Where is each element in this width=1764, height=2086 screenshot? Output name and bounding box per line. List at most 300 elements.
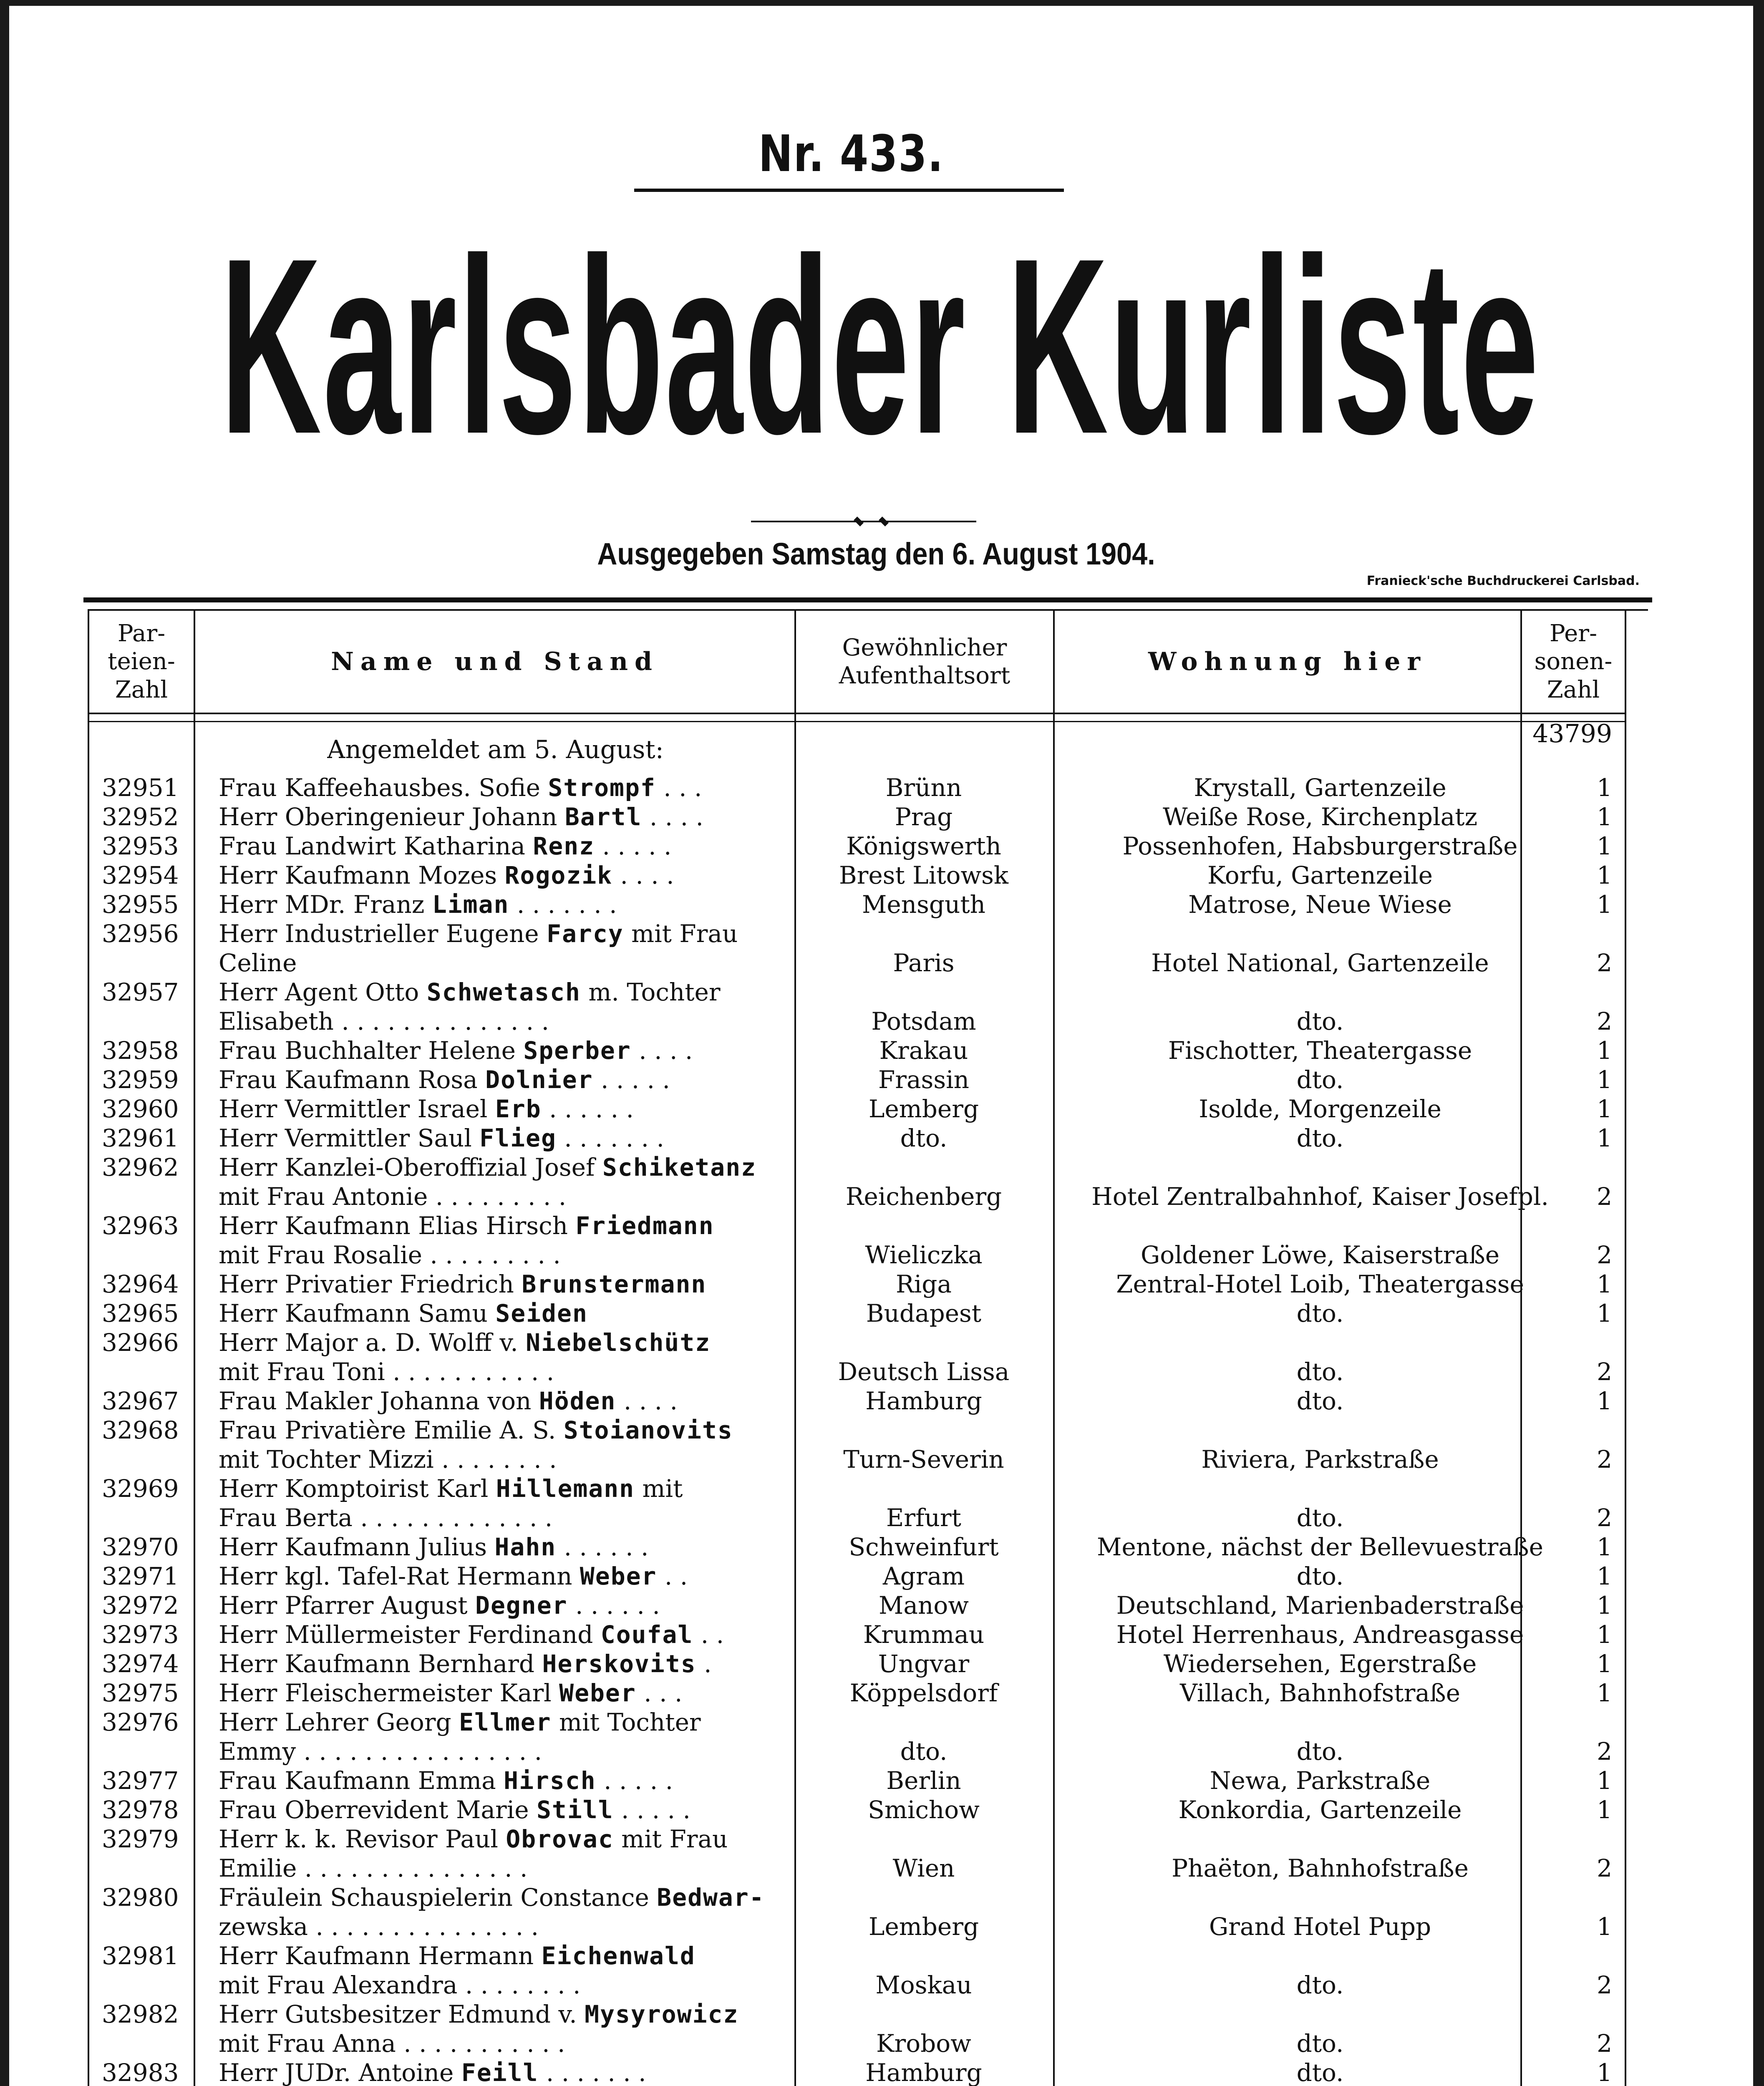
table-row bbox=[89, 1883, 1625, 1942]
lodging-address: Isolde, Morgenzeile bbox=[1199, 1095, 1441, 1123]
guest-name-continued: mit Frau Antonie . . . . . . . . . bbox=[219, 1182, 567, 1211]
guest-surname: Renz bbox=[533, 832, 595, 860]
lodging-address: dto. bbox=[1296, 1007, 1344, 1035]
person-count: 1 bbox=[1597, 1095, 1612, 1123]
usual-residence: Hamburg bbox=[865, 1387, 982, 1415]
usual-residence: Mensguth bbox=[862, 890, 985, 919]
ornament-diamond bbox=[854, 516, 864, 527]
guest-name bbox=[219, 1212, 861, 1240]
table-row bbox=[89, 1270, 1625, 1299]
party-number: 32977 bbox=[102, 1766, 179, 1795]
guest-name-continued: mit Tochter Mizzi . . . . . . . . bbox=[219, 1445, 557, 1474]
table-row bbox=[89, 2000, 1625, 2058]
usual-residence: dto. bbox=[900, 1737, 948, 1766]
person-count: 1 bbox=[1597, 832, 1612, 860]
guest-name-tail: . . . . bbox=[616, 1387, 678, 1415]
table-row bbox=[89, 1036, 1625, 1066]
guest-name-prefix: Frau Oberrevident Marie bbox=[219, 1796, 529, 1824]
guest-name-prefix: Herr Kaufmann Mozes bbox=[219, 861, 497, 889]
lodging-address: dto. bbox=[1296, 1387, 1344, 1415]
guest-surname: Farcy bbox=[547, 920, 624, 948]
guest-surname: Rogozik bbox=[504, 861, 613, 889]
usual-residence: Budapest bbox=[866, 1299, 982, 1328]
usual-residence: Turn-Severin bbox=[843, 1445, 1004, 1474]
lodging-address: dto. bbox=[1296, 2058, 1344, 2086]
guest-name-tail: . . . . . . bbox=[567, 1591, 660, 1620]
scan-edge-top bbox=[0, 0, 1764, 6]
guest-name bbox=[219, 1270, 861, 1298]
scan-edge-right bbox=[1753, 0, 1764, 2086]
table-row bbox=[89, 1212, 1625, 1270]
guest-surname: Schwetasch bbox=[426, 978, 581, 1006]
guest-name bbox=[219, 1650, 861, 1678]
guest-name-prefix: Herr Industrieller Eugene bbox=[219, 920, 539, 948]
person-count: 1 bbox=[1597, 1796, 1612, 1824]
guest-name-continued: mit Frau Toni . . . . . . . . . . . bbox=[219, 1358, 554, 1386]
person-count: 1 bbox=[1597, 1766, 1612, 1795]
party-number: 32956 bbox=[102, 920, 179, 948]
person-count: 1 bbox=[1597, 1387, 1612, 1415]
guest-surname: Friedmann bbox=[575, 1212, 714, 1240]
party-number: 32960 bbox=[102, 1095, 179, 1123]
guest-name bbox=[219, 1474, 861, 1503]
lodging-address: Goldener Löwe, Kaiserstraße bbox=[1140, 1241, 1500, 1269]
guest-name bbox=[219, 1562, 861, 1590]
guest-name-prefix: Herr kgl. Tafel-Rat Hermann bbox=[219, 1562, 572, 1590]
guest-name-prefix: Herr Oberingenieur Johann bbox=[219, 803, 557, 831]
person-count: 1 bbox=[1597, 1650, 1612, 1678]
usual-residence: Schweinfurt bbox=[849, 1533, 999, 1561]
guest-surname: Flieg bbox=[479, 1124, 557, 1152]
person-count: 2 bbox=[1597, 1007, 1612, 1035]
person-count: 1 bbox=[1597, 861, 1612, 889]
usual-residence: Krobow bbox=[876, 2029, 971, 2058]
party-number: 32965 bbox=[102, 1299, 179, 1328]
person-count: 1 bbox=[1597, 1533, 1612, 1561]
table-row bbox=[89, 1328, 1625, 1387]
lodging-address: dto. bbox=[1296, 1971, 1344, 1999]
issue-underline bbox=[634, 189, 1064, 192]
guest-name-tail: . . . . . . bbox=[556, 1533, 649, 1561]
table-row bbox=[89, 1650, 1625, 1679]
person-count: 2 bbox=[1597, 1241, 1612, 1269]
person-count: 1 bbox=[1597, 890, 1612, 919]
guest-name bbox=[219, 1796, 861, 1824]
lodging-address: Riviera, Parkstraße bbox=[1201, 1445, 1439, 1474]
person-count: 1 bbox=[1597, 1679, 1612, 1707]
party-number: 32959 bbox=[102, 1066, 179, 1094]
opening-total: 43799 bbox=[1532, 719, 1612, 748]
guest-name-prefix: Herr Kaufmann Samu bbox=[219, 1299, 488, 1328]
guest-name-tail: . . . . . . . bbox=[556, 1124, 664, 1152]
usual-residence: Köppelsdorf bbox=[849, 1679, 998, 1707]
guest-name bbox=[219, 1883, 861, 1912]
party-number: 32972 bbox=[102, 1591, 179, 1620]
guest-name-prefix: Herr Müllermeister Ferdinand bbox=[219, 1620, 593, 1649]
guest-name-tail: m. Tochter bbox=[580, 978, 721, 1006]
guest-name-prefix: Frau Makler Johanna von bbox=[219, 1387, 532, 1415]
entries-list bbox=[89, 719, 1625, 2086]
guest-name bbox=[219, 803, 861, 831]
person-count: 2 bbox=[1597, 949, 1612, 977]
lodging-address: Villach, Bahnhofstraße bbox=[1180, 1679, 1460, 1707]
guest-surname: Eichenwald bbox=[541, 1942, 696, 1970]
guest-name-continued: Frau Berta . . . . . . . . . . . . . bbox=[219, 1504, 553, 1532]
guest-name-continued: zewska . . . . . . . . . . . . . . . bbox=[219, 1912, 539, 1941]
guest-name-tail: . . . . . . . bbox=[509, 890, 617, 919]
guest-name-continued: Elisabeth . . . . . . . . . . . . . . bbox=[219, 1007, 549, 1035]
usual-residence: Königswerth bbox=[846, 832, 1001, 860]
guest-name-tail: . . . . . bbox=[593, 1066, 670, 1094]
usual-residence: dto. bbox=[900, 1124, 948, 1152]
guest-name bbox=[219, 1036, 861, 1065]
usual-residence: Manow bbox=[879, 1591, 969, 1620]
scan-edge-left bbox=[0, 0, 9, 2086]
usual-residence: Krakau bbox=[879, 1036, 968, 1065]
party-number: 32952 bbox=[102, 803, 179, 831]
ornament-line bbox=[751, 521, 976, 522]
guest-surname: Obrovac bbox=[506, 1825, 614, 1853]
lodging-address: dto. bbox=[1296, 2029, 1344, 2058]
party-number: 32974 bbox=[102, 1650, 179, 1678]
table-row bbox=[89, 1708, 1625, 1766]
table-row bbox=[89, 1796, 1625, 1825]
table-top-rule bbox=[83, 597, 1652, 602]
table-row bbox=[89, 1095, 1625, 1124]
party-number: 32967 bbox=[102, 1387, 179, 1415]
guest-name-tail: mit bbox=[635, 1474, 683, 1503]
guest-surname: Coufal bbox=[600, 1620, 693, 1649]
guest-name-prefix: Herr Kaufmann Hermann bbox=[219, 1942, 534, 1970]
guest-name-prefix: Herr Vermittler Saul bbox=[219, 1124, 472, 1152]
lodging-address: dto. bbox=[1296, 1299, 1344, 1328]
guest-name-prefix: Frau Kaufmann Rosa bbox=[219, 1066, 478, 1094]
usual-residence: Reichenberg bbox=[845, 1182, 1002, 1211]
guest-surname: Strompf bbox=[548, 773, 656, 802]
guest-name-tail: . . . . . . bbox=[541, 1095, 634, 1123]
table-row bbox=[89, 1124, 1625, 1153]
guest-name-prefix: Herr Kaufmann Elias Hirsch bbox=[219, 1212, 568, 1240]
lodging-address: Phaëton, Bahnhofstraße bbox=[1172, 1854, 1469, 1882]
party-number: 32966 bbox=[102, 1328, 179, 1357]
guest-name-prefix: Herr Komptoirist Karl bbox=[219, 1474, 489, 1503]
guest-name-tail: mit Tochter bbox=[551, 1708, 701, 1736]
lodging-address: dto. bbox=[1296, 1504, 1344, 1532]
person-count: 2 bbox=[1597, 1358, 1612, 1386]
party-number: 32968 bbox=[102, 1416, 179, 1444]
guest-name bbox=[219, 1942, 861, 1970]
usual-residence: Berlin bbox=[886, 1766, 961, 1795]
guest-name-prefix: Herr Fleischermeister Karl bbox=[219, 1679, 552, 1707]
party-number: 32957 bbox=[102, 978, 179, 1006]
guest-name-prefix: Herr Lehrer Georg bbox=[219, 1708, 451, 1736]
usual-residence: Agram bbox=[882, 1562, 965, 1590]
guest-surname: Niebelschütz bbox=[526, 1328, 711, 1357]
person-count: 1 bbox=[1597, 1562, 1612, 1590]
guest-name-continued: mit Frau Anna . . . . . . . . . . . bbox=[219, 2029, 565, 2058]
guest-name-prefix: Herr JUDr. Antoine bbox=[219, 2058, 454, 2086]
person-count: 1 bbox=[1597, 1620, 1612, 1649]
party-number: 32979 bbox=[102, 1825, 179, 1853]
header-rule bbox=[89, 713, 1625, 714]
party-number: 32973 bbox=[102, 1620, 179, 1649]
guest-name bbox=[219, 832, 861, 860]
dateline: Ausgegeben Samstag den 6. August 1904. bbox=[597, 537, 1155, 571]
person-count: 1 bbox=[1597, 1299, 1612, 1328]
guest-surname: Hahn bbox=[494, 1533, 557, 1561]
party-number: 32982 bbox=[102, 2000, 179, 2028]
table-row bbox=[89, 803, 1625, 832]
lodging-address: Krystall, Gartenzeile bbox=[1194, 773, 1446, 802]
usual-residence: Wieliczka bbox=[865, 1241, 983, 1269]
table-row bbox=[89, 1387, 1625, 1416]
guest-name bbox=[219, 773, 861, 802]
guest-name bbox=[219, 1708, 861, 1736]
lodging-address: dto. bbox=[1296, 1066, 1344, 1094]
issue-number: Nr. 433. bbox=[758, 125, 944, 183]
guest-name-prefix: Herr Vermittler Israel bbox=[219, 1095, 488, 1123]
party-number: 32978 bbox=[102, 1796, 179, 1824]
guest-surname: Erb bbox=[495, 1095, 542, 1123]
party-number: 32970 bbox=[102, 1533, 179, 1561]
table-row bbox=[89, 861, 1625, 890]
guest-surname: Bedwar- bbox=[657, 1883, 765, 1912]
usual-residence: Brest Litowsk bbox=[839, 861, 1009, 889]
usual-residence: Smichow bbox=[868, 1796, 980, 1824]
guest-surname: Degner bbox=[475, 1591, 568, 1620]
lodging-address: dto. bbox=[1296, 1562, 1344, 1590]
guest-surname: Weber bbox=[559, 1679, 636, 1707]
table-row bbox=[89, 2058, 1625, 2086]
party-number: 32976 bbox=[102, 1708, 179, 1736]
guest-surname: Herskovits bbox=[542, 1650, 696, 1678]
party-number: 32958 bbox=[102, 1036, 179, 1065]
lodging-address: dto. bbox=[1296, 1124, 1344, 1152]
guest-surname: Mysyrowicz bbox=[585, 2000, 739, 2028]
guest-name bbox=[219, 1533, 861, 1561]
guest-name bbox=[219, 1825, 861, 1853]
guest-name bbox=[219, 2000, 861, 2028]
lodging-address: dto. bbox=[1296, 1358, 1344, 1386]
table-row bbox=[89, 1679, 1625, 1708]
party-number: 32951 bbox=[102, 773, 179, 802]
usual-residence: Wien bbox=[892, 1854, 955, 1882]
table-row bbox=[89, 1591, 1625, 1620]
person-count: 1 bbox=[1597, 1066, 1612, 1094]
table-row bbox=[89, 1942, 1625, 2000]
guest-name-prefix: Herr Privatier Friedrich bbox=[219, 1270, 514, 1298]
person-count: 2 bbox=[1597, 2029, 1612, 2058]
lodging-address: Fischotter, Theatergasse bbox=[1168, 1036, 1472, 1065]
header-party-count: Par- teien- Zahl bbox=[108, 620, 175, 703]
table-row bbox=[89, 1620, 1625, 1650]
masthead bbox=[83, 217, 1677, 476]
guest-name bbox=[219, 1679, 861, 1707]
guest-name bbox=[219, 1066, 861, 1094]
party-number: 32955 bbox=[102, 890, 179, 919]
guest-name-tail: . . . . . bbox=[595, 832, 672, 860]
guest-name bbox=[219, 978, 861, 1006]
ornament-diamond bbox=[879, 516, 889, 527]
guest-name-tail: . . . . . bbox=[596, 1766, 673, 1795]
usual-residence: Riga bbox=[896, 1270, 952, 1298]
party-number: 32962 bbox=[102, 1153, 179, 1182]
guest-name bbox=[219, 1299, 861, 1328]
guest-surname: Still bbox=[537, 1796, 614, 1824]
party-number: 32964 bbox=[102, 1270, 179, 1298]
lodging-address: Matrose, Neue Wiese bbox=[1188, 890, 1452, 919]
registration-date: Angemeldet am 5. August: bbox=[327, 735, 664, 764]
party-number: 32975 bbox=[102, 1679, 179, 1707]
lodging-address: Wiedersehen, Egerstraße bbox=[1163, 1650, 1477, 1678]
guest-name-prefix: Herr k. k. Revisor Paul bbox=[219, 1825, 498, 1853]
guest-name-tail: . . bbox=[657, 1562, 688, 1590]
person-count: 1 bbox=[1597, 1912, 1612, 1941]
lodging-address: Mentone, nächst der Bellevuestraße bbox=[1097, 1533, 1543, 1561]
table-row bbox=[89, 1416, 1625, 1474]
header-usual-residence: Gewöhnlicher Aufenthaltsort bbox=[839, 634, 1011, 689]
guest-name-tail: . . . . bbox=[642, 803, 703, 831]
printer-imprint: Franieck'sche Buchdruckerei Carlsbad. bbox=[1366, 574, 1640, 588]
table-row bbox=[89, 1474, 1625, 1533]
guest-name bbox=[219, 920, 861, 948]
guest-name-continued: Celine bbox=[219, 949, 297, 977]
guest-name-prefix: Fräulein Schauspielerin Constance bbox=[219, 1883, 649, 1912]
party-number: 32971 bbox=[102, 1562, 179, 1590]
guest-surname: Hillemann bbox=[496, 1474, 635, 1503]
person-count: 2 bbox=[1597, 1504, 1612, 1532]
table-row bbox=[89, 1766, 1625, 1796]
lodging-address: Konkordia, Gartenzeile bbox=[1178, 1796, 1462, 1824]
guest-name bbox=[219, 1095, 861, 1123]
guest-surname: Feill bbox=[461, 2058, 539, 2086]
guest-name bbox=[219, 1153, 861, 1182]
guest-surname: Sperber bbox=[523, 1036, 631, 1065]
party-number: 32963 bbox=[102, 1212, 179, 1240]
usual-residence: Erfurt bbox=[886, 1504, 961, 1532]
party-number: 32953 bbox=[102, 832, 179, 860]
ornament-divider bbox=[751, 517, 985, 526]
guest-name-continued: Emilie . . . . . . . . . . . . . . . bbox=[219, 1854, 528, 1882]
guest-name bbox=[219, 1766, 861, 1795]
guest-name bbox=[219, 1620, 861, 1649]
usual-residence: Lemberg bbox=[868, 1912, 979, 1941]
guest-surname: Höden bbox=[539, 1387, 616, 1415]
lodging-address: Korfu, Gartenzeile bbox=[1207, 861, 1433, 889]
header-lodging: Wohnung hier bbox=[1148, 647, 1427, 676]
party-number: 32969 bbox=[102, 1474, 179, 1503]
usual-residence: Potsdam bbox=[871, 1007, 976, 1035]
lodging-address: Hotel Herrenhaus, Andreasgasse bbox=[1116, 1620, 1524, 1649]
guest-name-prefix: Herr Pfarrer August bbox=[219, 1591, 468, 1620]
person-count: 2 bbox=[1597, 1445, 1612, 1474]
header-rule-thin bbox=[89, 721, 1625, 722]
usual-residence: Lemberg bbox=[868, 1095, 979, 1123]
party-number: 32981 bbox=[102, 1942, 179, 1970]
guest-name-prefix: Herr Kanzlei-Oberoffizial Josef bbox=[219, 1153, 595, 1182]
guest-surname: Ellmer bbox=[459, 1708, 552, 1736]
masthead-title: Karlsbader Kurliste bbox=[220, 217, 1540, 476]
table-row bbox=[89, 1825, 1625, 1883]
guest-name-tail: . . . . . . . bbox=[538, 2058, 646, 2086]
guest-name-continued: mit Frau Alexandra . . . . . . . . bbox=[219, 1971, 581, 1999]
guest-name-continued: Emmy . . . . . . . . . . . . . . . . bbox=[219, 1737, 542, 1766]
guest-name bbox=[219, 861, 861, 889]
usual-residence: Brünn bbox=[885, 773, 962, 802]
guest-name-prefix: Frau Kaufmann Emma bbox=[219, 1766, 496, 1795]
lodging-address: dto. bbox=[1296, 1737, 1344, 1766]
usual-residence: Paris bbox=[893, 949, 955, 977]
guest-name bbox=[219, 1591, 861, 1620]
guest-name-prefix: Herr MDr. Franz bbox=[219, 890, 425, 919]
lodging-address: Grand Hotel Pupp bbox=[1209, 1912, 1431, 1941]
person-count: 1 bbox=[1597, 1270, 1612, 1298]
table-row bbox=[89, 1562, 1625, 1591]
guest-surname: Liman bbox=[432, 890, 509, 919]
registration-heading-row bbox=[89, 719, 1625, 773]
person-count: 2 bbox=[1597, 1971, 1612, 1999]
guest-name bbox=[219, 1328, 861, 1357]
guest-name-prefix: Herr Gutsbesitzer Edmund v. bbox=[219, 2000, 577, 2028]
guest-list-table bbox=[88, 611, 1626, 2086]
person-count: 2 bbox=[1597, 1854, 1612, 1882]
table-row bbox=[89, 920, 1625, 978]
usual-residence: Ungvar bbox=[878, 1650, 970, 1678]
table-row bbox=[89, 1299, 1625, 1328]
table-row bbox=[89, 773, 1625, 803]
lodging-address: Hotel National, Gartenzeile bbox=[1151, 949, 1489, 977]
table-row bbox=[89, 890, 1625, 920]
guest-name-prefix: Herr Kaufmann Julius bbox=[219, 1533, 487, 1561]
usual-residence: Krummau bbox=[863, 1620, 985, 1649]
usual-residence: Hamburg bbox=[865, 2058, 982, 2086]
table-row bbox=[89, 832, 1625, 861]
lodging-address: Deutschland, Marienbaderstraße bbox=[1116, 1591, 1524, 1620]
guest-surname: Schiketanz bbox=[602, 1153, 757, 1182]
lodging-address: Newa, Parkstraße bbox=[1210, 1766, 1431, 1795]
guest-name-tail: . . . bbox=[655, 773, 702, 802]
lodging-address: Hotel Zentralbahnhof, Kaiser Josefpl. bbox=[1091, 1182, 1549, 1211]
guest-surname: Hirsch bbox=[504, 1766, 596, 1795]
guest-name-prefix: Herr Major a. D. Wolff v. bbox=[219, 1328, 518, 1357]
guest-name bbox=[219, 1124, 861, 1152]
table-row bbox=[89, 1533, 1625, 1562]
usual-residence: Prag bbox=[895, 803, 953, 831]
party-number: 32983 bbox=[102, 2058, 179, 2086]
guest-name bbox=[219, 890, 861, 919]
party-number: 32954 bbox=[102, 861, 179, 889]
person-count: 1 bbox=[1597, 2058, 1612, 2086]
guest-surname: Stoianovits bbox=[563, 1416, 733, 1444]
person-count: 2 bbox=[1597, 1182, 1612, 1211]
table-row bbox=[89, 1066, 1625, 1095]
header-person-count: Per- sonen- Zahl bbox=[1534, 620, 1613, 703]
guest-name-prefix: Frau Landwirt Katharina bbox=[219, 832, 525, 860]
guest-name-tail: . . . . . bbox=[613, 1796, 690, 1824]
guest-surname: Bartl bbox=[564, 803, 642, 831]
guest-name-tail: . . . bbox=[636, 1679, 683, 1707]
party-number: 32980 bbox=[102, 1883, 179, 1912]
guest-name-tail: mit Frau bbox=[623, 920, 738, 948]
guest-name-prefix: Frau Buchhalter Helene bbox=[219, 1036, 516, 1065]
guest-name-tail: . bbox=[696, 1650, 712, 1678]
guest-name-tail: . . bbox=[693, 1620, 724, 1649]
guest-name-tail: . . . . bbox=[631, 1036, 693, 1065]
person-count: 1 bbox=[1597, 1036, 1612, 1065]
lodging-address: Weiße Rose, Kirchenplatz bbox=[1162, 803, 1478, 831]
guest-name bbox=[219, 1416, 861, 1444]
guest-name-prefix: Herr Kaufmann Bernhard bbox=[219, 1650, 535, 1678]
